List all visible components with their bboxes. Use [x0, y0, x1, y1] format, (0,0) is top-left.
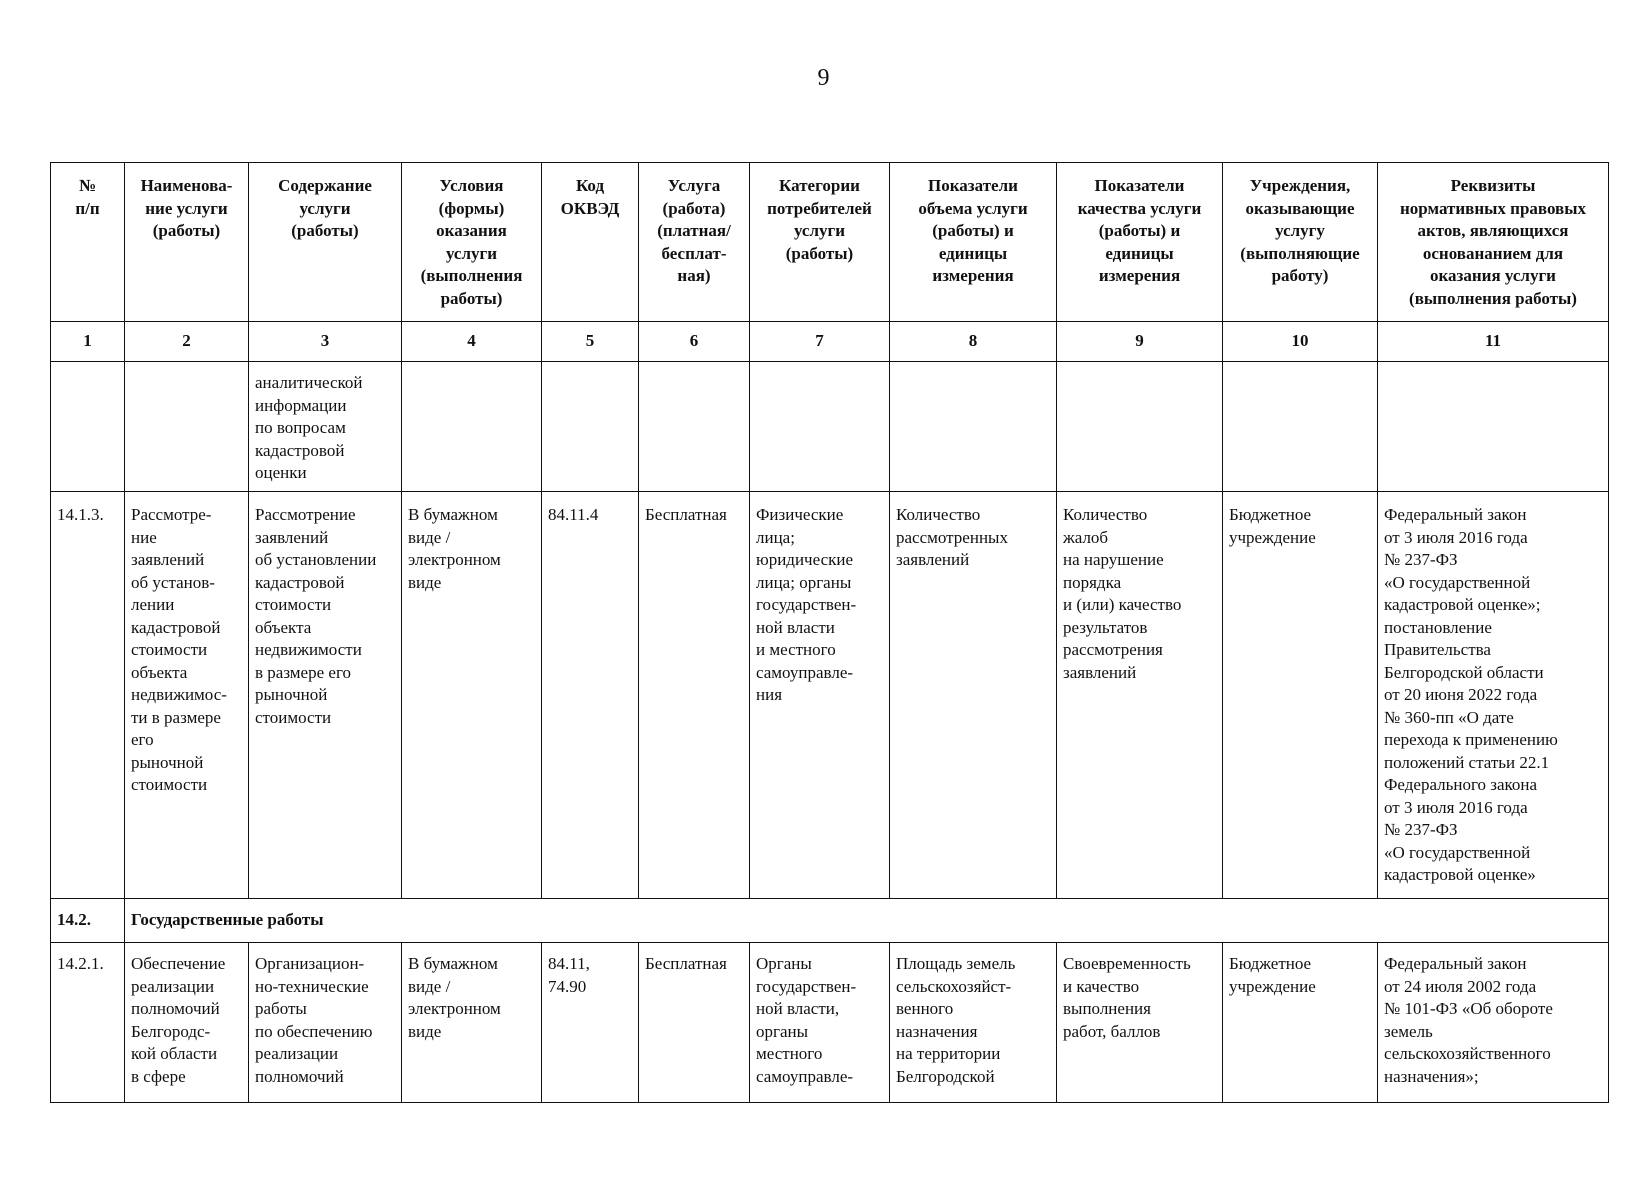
cell-text-line: В бумажном — [408, 505, 498, 524]
cell-text-line: реализации — [131, 976, 215, 996]
header-row — [51, 163, 1609, 322]
cell-text-line: государствен- — [756, 976, 857, 996]
column-number: 2 — [125, 322, 249, 362]
cell-text-line: единицы — [1105, 243, 1174, 263]
cell-text-line: Белгородской — [896, 1066, 995, 1086]
cell-text-line: ние — [131, 527, 157, 547]
cell-text-line: Федеральный закон — [1384, 954, 1527, 973]
cell-text-line: ния — [756, 685, 783, 704]
table-cell — [1057, 492, 1223, 899]
cell-text-line: объекта — [131, 662, 188, 682]
cell-text-line: (выполнения работы) — [1409, 288, 1577, 308]
cell-text-line: его — [131, 730, 154, 749]
header-cell — [542, 163, 639, 322]
cell-text-line: бесплат- — [661, 243, 727, 263]
cell-text-line: Реквизиты — [1450, 176, 1536, 195]
cell-text-line: работу) — [1271, 266, 1329, 285]
cell-text-line: виде / — [408, 527, 451, 547]
cell-text-line: оказания — [436, 221, 507, 240]
column-number: 10 — [1223, 322, 1378, 362]
cell-text-line: (работы) и — [1098, 221, 1181, 240]
cell-text-line: № 101-ФЗ «Об обороте — [1384, 999, 1553, 1018]
cell-text-line: заявлений — [255, 527, 329, 547]
table-cell — [51, 943, 125, 1103]
table-cell — [125, 492, 249, 899]
cell-text-line: Белгородс- — [131, 1021, 211, 1041]
cell-text-line: в размере его — [255, 662, 351, 682]
cell-text-line: стоимости — [131, 640, 208, 659]
cell-text-line: земель — [1384, 1021, 1433, 1041]
cell-text-line: недвижимости — [255, 640, 362, 659]
header-cell — [639, 163, 750, 322]
cell-text-line: на нарушение — [1063, 550, 1164, 569]
column-number: 4 — [402, 322, 542, 362]
cell-text-line: работы) — [440, 288, 503, 308]
cell-text-line: 74.90 — [548, 976, 587, 996]
cell-text-line: заявлений — [1063, 662, 1137, 682]
cell-text-line: оказания услуги — [1430, 266, 1556, 285]
cell-text-line: п/п — [75, 198, 100, 218]
cell-text-line: венного — [896, 999, 954, 1018]
cell-text-line: (выполнения — [420, 266, 523, 285]
cell-text-line: услуги — [299, 198, 351, 218]
cell-text-line: (работы) — [152, 221, 221, 240]
table-cell — [1223, 943, 1378, 1103]
table-cell — [1378, 943, 1609, 1103]
cell-text-line: оценки — [255, 463, 307, 482]
cell-text-line: от 24 июля 2002 года — [1384, 976, 1537, 996]
cell-text-line: от 3 июля 2016 года — [1384, 527, 1528, 547]
cell-text-line: Показатели — [928, 176, 1018, 195]
cell-text-line: Обеспечение — [131, 954, 226, 973]
column-number-row — [51, 322, 1609, 362]
cell-text-line: и (или) качество — [1063, 595, 1182, 614]
cell-text-line: результатов — [1063, 617, 1148, 637]
cell-text-line: на территории — [896, 1044, 1001, 1063]
cell-text-line: положений статьи 22.1 — [1384, 752, 1550, 772]
cell-text-line: измерения — [1098, 266, 1181, 285]
cell-text-line: учреждение — [1229, 527, 1316, 547]
header-cell — [890, 163, 1057, 322]
cell-text-line: аналитической — [255, 373, 363, 392]
cell-text-line: Рассмотре- — [131, 505, 212, 524]
table-cell — [750, 492, 890, 899]
table-cell — [249, 943, 402, 1103]
cell-text-line: перехода к применению — [1384, 730, 1558, 749]
cell-text-line: сельскохозяйст- — [896, 976, 1012, 996]
header-cell — [51, 163, 125, 322]
cell-text-line: актов, являющихся — [1417, 221, 1569, 240]
cell-text-line: Категории — [779, 176, 860, 195]
cell-text-line: но-технические — [255, 976, 369, 996]
table-cell — [750, 943, 890, 1103]
header-cell — [1378, 163, 1609, 322]
cell-text-line: Количество — [1063, 505, 1148, 524]
cell-text-line: самоуправле- — [756, 1066, 854, 1086]
header-cell — [125, 163, 249, 322]
table-cell — [1057, 362, 1223, 492]
column-number: 7 — [750, 322, 890, 362]
cell-text-line: «О государственной — [1384, 572, 1531, 592]
column-number: 6 — [639, 322, 750, 362]
cell-text-line: кадастровой — [255, 440, 345, 460]
cell-text-line: Белгородской области — [1384, 662, 1544, 682]
cell-text-line: 14.2.1. — [57, 954, 104, 973]
cell-text-line: услуги — [793, 221, 846, 240]
cell-text-line: виде — [408, 1021, 442, 1041]
cell-text-line: объекта — [255, 617, 312, 637]
column-number: 1 — [51, 322, 125, 362]
cell-text-line: рассмотренных — [896, 527, 1008, 547]
table-cell — [639, 943, 750, 1103]
cell-text-line: Площадь земель — [896, 954, 1016, 973]
cell-text-line: (выполняющие — [1240, 243, 1360, 263]
cell-text-line: и местного — [756, 640, 836, 659]
table-cell — [402, 492, 542, 899]
cell-text-line: лении — [131, 595, 175, 614]
cell-text-line: рассмотрения — [1063, 640, 1163, 659]
cell-text-line: кадастровой — [255, 572, 345, 592]
column-number: 11 — [1378, 322, 1609, 362]
section-title: Государственные работы — [125, 899, 1609, 943]
cell-text-line: рыночной — [255, 685, 328, 704]
table-cell — [402, 362, 542, 492]
cell-text-line: реализации — [255, 1044, 339, 1063]
table-cell — [1378, 492, 1609, 899]
table-cell — [542, 362, 639, 492]
cell-text-line: В бумажном — [408, 954, 498, 973]
cell-text-line: нормативных правовых — [1399, 198, 1586, 218]
cell-text-line: недвижимос- — [131, 685, 227, 704]
cell-text-line: полномочий — [255, 1066, 344, 1086]
cell-text-line: Физические — [756, 505, 844, 524]
cell-text-line: единицы — [938, 243, 1008, 263]
cell-text-line: виде — [408, 572, 442, 592]
table-cell — [750, 362, 890, 492]
cell-text-line: ная) — [677, 266, 711, 285]
header-cell — [1057, 163, 1223, 322]
cell-text-line: № 237-ФЗ — [1384, 820, 1458, 839]
table-cell — [1378, 362, 1609, 492]
cell-text-line: услуги — [445, 243, 498, 263]
cell-text-line: 14.1.3. — [57, 505, 104, 524]
cell-text-line: № 360-пп «О дате — [1384, 707, 1514, 727]
table-cell — [125, 362, 249, 492]
cell-text-line: кадастровой оценке»; — [1384, 595, 1541, 614]
cell-text-line: назначения — [896, 1021, 978, 1041]
cell-text-line: об установлении — [255, 550, 377, 569]
cell-text-line: Своевременность — [1063, 954, 1191, 973]
table-cell — [51, 362, 125, 492]
cell-text-line: Наименова- — [140, 176, 233, 195]
page-number: 9 — [817, 65, 830, 91]
table-row — [51, 943, 1609, 1103]
cell-text-line: Условия — [439, 176, 504, 195]
cell-text-line: Бесплатная — [645, 505, 727, 524]
table-cell — [249, 492, 402, 899]
header-cell — [750, 163, 890, 322]
cell-text-line: (платная/ — [657, 221, 731, 240]
cell-text-line: ной власти, — [756, 999, 840, 1018]
table-row — [51, 492, 1609, 899]
cell-text-line: Бюджетное — [1229, 954, 1312, 973]
cell-text-line: Услуга — [667, 176, 721, 195]
column-number: 9 — [1057, 322, 1223, 362]
table-cell — [639, 492, 750, 899]
cell-text-line: Федеральный закон — [1384, 505, 1527, 524]
cell-text-line: кадастровой — [131, 617, 221, 637]
cell-text-line: выполнения — [1063, 999, 1151, 1018]
header-cell — [1223, 163, 1378, 322]
cell-text-line: Федерального закона — [1384, 775, 1538, 794]
section-number: 14.2. — [51, 899, 125, 943]
table-cell — [542, 943, 639, 1103]
cell-text-line: полномочий — [131, 999, 220, 1018]
table-cell — [890, 362, 1057, 492]
section-row — [51, 899, 1609, 943]
table-row — [51, 362, 1609, 492]
cell-text-line: № 237-ФЗ — [1384, 550, 1458, 569]
cell-text-line: органы — [756, 1021, 809, 1041]
cell-text-line: порядка — [1063, 572, 1122, 592]
cell-text-line: Правительства — [1384, 640, 1491, 659]
table-cell — [1223, 492, 1378, 899]
cell-text-line: ние услуги — [145, 198, 228, 218]
table-cell — [639, 362, 750, 492]
cell-text-line: работы — [255, 999, 307, 1018]
cell-text-line: ти в размере — [131, 707, 221, 727]
cell-text-line: ОКВЭД — [560, 198, 620, 218]
cell-text-line: Код — [575, 176, 605, 195]
header-cell — [249, 163, 402, 322]
table-cell — [890, 492, 1057, 899]
table-cell — [1057, 943, 1223, 1103]
cell-text-line: рыночной — [131, 752, 204, 772]
cell-text-line: учреждение — [1229, 976, 1316, 996]
cell-text-line: по вопросам — [255, 418, 346, 437]
table-cell — [125, 943, 249, 1103]
cell-text-line: 84.11, — [548, 954, 590, 973]
cell-text-line: потребителей — [767, 198, 872, 218]
cell-text-line: стоимости — [255, 595, 332, 614]
cell-text-line: самоуправле- — [756, 662, 854, 682]
cell-text-line: заявлений — [896, 550, 970, 569]
cell-text-line: Органы — [756, 954, 812, 973]
services-registry-table — [50, 162, 1609, 1103]
cell-text-line: «О государственной — [1384, 842, 1531, 862]
cell-text-line: лица; — [756, 527, 795, 547]
header-cell — [402, 163, 542, 322]
cell-text-line: стоимости — [131, 775, 208, 794]
cell-text-line: ной власти — [756, 617, 835, 637]
cell-text-line: местного — [756, 1044, 823, 1063]
table-cell — [51, 492, 125, 899]
cell-text-line: Организацион- — [255, 954, 365, 973]
cell-text-line: электронном — [408, 999, 501, 1018]
table-cell — [249, 362, 402, 492]
cell-text-line: объема услуги — [918, 198, 1028, 218]
cell-text-line: об установ- — [131, 572, 215, 592]
cell-text-line: № — [78, 176, 97, 195]
cell-text-line: Бюджетное — [1229, 505, 1312, 524]
cell-text-line: виде / — [408, 976, 451, 996]
cell-text-line: качества услуги — [1077, 198, 1202, 218]
cell-text-line: электронном — [408, 550, 501, 569]
table-cell — [890, 943, 1057, 1103]
column-number: 5 — [542, 322, 639, 362]
table-cell — [402, 943, 542, 1103]
cell-text-line: измерения — [932, 266, 1014, 285]
cell-text-line: от 20 июня 2022 года — [1384, 685, 1538, 704]
cell-text-line: Бесплатная — [645, 954, 727, 973]
cell-text-line: сельскохозяйственного — [1384, 1044, 1551, 1063]
column-number: 3 — [249, 322, 402, 362]
table-cell — [1223, 362, 1378, 492]
cell-text-line: (формы) — [438, 198, 505, 218]
column-number: 8 — [890, 322, 1057, 362]
cell-text-line: и качество — [1063, 976, 1140, 996]
cell-text-line: от 3 июля 2016 года — [1384, 797, 1528, 817]
cell-text-line: стоимости — [255, 707, 332, 727]
cell-text-line: Содержание — [278, 176, 372, 195]
cell-text-line: услугу — [1275, 221, 1325, 240]
cell-text-line: в сфере — [131, 1066, 186, 1086]
cell-text-line: Учреждения, — [1249, 176, 1351, 195]
cell-text-line: по обеспечению — [255, 1021, 373, 1041]
cell-text-line: жалоб — [1063, 527, 1109, 547]
cell-text-line: информации — [255, 395, 347, 415]
cell-text-line: заявлений — [131, 550, 205, 569]
cell-text-line: лица; органы — [756, 572, 852, 592]
cell-text-line: государствен- — [756, 595, 857, 614]
cell-text-line: кой области — [131, 1044, 218, 1063]
cell-text-line: оказывающие — [1245, 198, 1355, 218]
table-cell — [542, 492, 639, 899]
cell-text-line: постановление — [1384, 617, 1492, 637]
cell-text-line: основананием для — [1422, 243, 1564, 263]
cell-text-line: юридические — [756, 550, 854, 569]
cell-text-line: (работы) — [785, 243, 854, 263]
cell-text-line: Количество — [896, 505, 981, 524]
cell-text-line: работ, баллов — [1063, 1021, 1161, 1041]
cell-text-line: (работа) — [662, 198, 726, 218]
cell-text-line: Рассмотрение — [255, 505, 356, 524]
cell-text-line: назначения»; — [1384, 1066, 1479, 1086]
cell-text-line: 84.11.4 — [548, 505, 599, 524]
cell-text-line: Показатели — [1094, 176, 1185, 195]
cell-text-line: (работы) — [291, 221, 359, 240]
cell-text-line: (работы) и — [932, 221, 1014, 240]
cell-text-line: кадастровой оценке» — [1384, 865, 1536, 884]
